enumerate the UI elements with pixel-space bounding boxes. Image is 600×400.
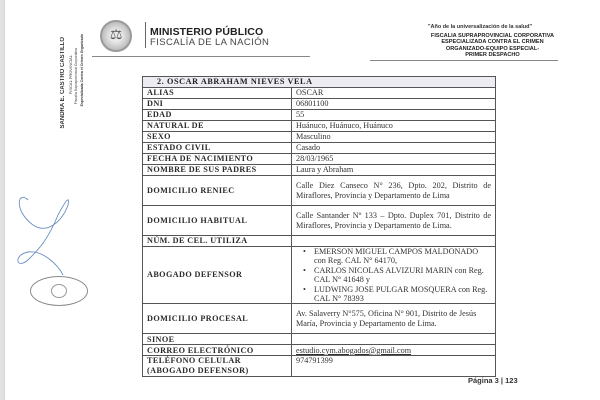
viewer-left-edge: [0, 0, 5, 400]
field-value: 28/03/1965: [292, 154, 496, 165]
table-row: [143, 304, 496, 334]
field-label: DOMICILIO RENIEC: [143, 176, 292, 206]
field-label: ABOGADO DEFENSOR: [143, 247, 292, 304]
table-row: [143, 99, 496, 110]
header-rule-left: [92, 56, 310, 57]
person-name-heading: 2. OSCAR ABRAHAM NIEVES VELA: [143, 77, 496, 88]
field-label: NOMBRE DE SUS PADRES: [143, 165, 292, 176]
email-link[interactable]: estudio.cym.abogados@gmail.com: [296, 345, 412, 355]
table-row: [143, 132, 496, 143]
field-value: 06801100: [292, 99, 496, 110]
seal-icon: [30, 276, 88, 306]
field-label: NATURAL DE: [143, 121, 292, 132]
person-record-table: [142, 76, 496, 377]
field-value: OSCAR: [292, 88, 496, 99]
office-name: [395, 33, 590, 58]
org-subtitle: FISCALÍA DE LA NACIÓN: [150, 37, 270, 48]
table-row: [143, 110, 496, 121]
table-row: [143, 206, 496, 236]
table-row: [143, 88, 496, 99]
table-row: [143, 236, 496, 247]
field-label: SEXO: [143, 132, 292, 143]
field-value: 974791399: [292, 356, 496, 377]
field-label: ALIAS: [143, 88, 292, 99]
field-label: SINOE: [143, 334, 292, 345]
field-value: [292, 334, 496, 345]
table-row: [143, 334, 496, 345]
field-value: [292, 236, 496, 247]
stamp-office-detail: Especializada Contra el Crimen Organizado: [80, 34, 84, 107]
field-value: Calle Diez Canseco N° 236, Dpto. 202, Distrito de Miraflores, Provincia y Departamento de Lima: [292, 176, 496, 206]
field-label: ESTADO CIVIL: [143, 143, 292, 154]
table-row: [143, 165, 496, 176]
field-label: FECHA DE NACIMIENTO: [143, 154, 292, 165]
table-row: [143, 176, 496, 206]
field-value: Huánuco, Huánuco, Huánuco: [292, 121, 496, 132]
table-title-row: [143, 77, 496, 88]
field-value: 55: [292, 110, 496, 121]
table-row: [143, 154, 496, 165]
office-line: PRIMER DESPACHO: [465, 51, 520, 58]
org-name: MINISTERIO PÚBLICO: [150, 26, 264, 38]
table-row: [143, 345, 496, 356]
office-line: FISCALIA SUPRAPROVINCIAL CORPORATIVA: [430, 33, 555, 39]
table-row: [143, 247, 496, 304]
stamp-title: FISCAL PROVINCIAL: [68, 55, 73, 95]
field-label: DOMICILIO HABITUAL: [143, 206, 292, 236]
table-row: [143, 143, 496, 154]
table-row: [143, 356, 496, 377]
field-value: Calle Santander Nº 133 – Dpto. Duplex 701, Distrito de Miraflores, Provincia y Departamento de Lima.: [292, 206, 496, 236]
list-item: • EMERSON MIGUEL CAMPOS MALDONADO con Reg. CAL N° 64170,: [314, 247, 491, 266]
table-row: [143, 121, 496, 132]
field-value: Masculino: [292, 132, 496, 143]
field-label: CORREO ELECTRÓNICO: [143, 345, 292, 356]
official-stamp: [20, 175, 100, 310]
page-number: Página 3 | 123: [468, 376, 518, 385]
field-value: [292, 345, 496, 356]
stamp-office: Fiscalía Supraprovincial Corporativa: [74, 48, 78, 105]
field-value: Laura y Abraham: [292, 165, 496, 176]
stamp-signatory-name: SANDRA E. CASTRO CASTILLO: [60, 37, 66, 129]
field-value: Av. Salaverry N°575, Oficina N° 901, Distrito de Jesús María, Provincia y Departamento de Lima.: [292, 304, 496, 334]
field-label: DNI: [143, 99, 292, 110]
year-motto: "Año de la universalización de la salud": [427, 24, 533, 30]
field-label: EDAD: [143, 110, 292, 121]
logo-divider: [145, 22, 146, 48]
field-label: TELÉFONO CELULAR (ABOGADO DEFENSOR): [143, 356, 292, 377]
list-item: • CARLOS NICOLAS ALVIZURI MARIN con Reg. CAL N° 41648 y: [314, 266, 491, 285]
field-value: Casado: [292, 143, 496, 154]
ministerio-publico-logo-icon: [100, 20, 132, 52]
lawyer-list: [296, 247, 491, 303]
field-value: [292, 247, 496, 304]
office-line: ORGANIZADO-EQUIPO ESPECIAL-: [445, 45, 540, 52]
office-line: ESPECIALIZADA CONTRA EL CRIMEN: [441, 39, 544, 46]
field-label: DOMICILIO PROCESAL: [143, 304, 292, 334]
header-rule-right: [370, 60, 558, 61]
list-item: • LUDWING JOSE PULGAR MOSQUERA con Reg. CAL N° 78393: [314, 285, 491, 304]
field-label: NÚM. DE CEL. UTILIZA: [143, 236, 292, 247]
